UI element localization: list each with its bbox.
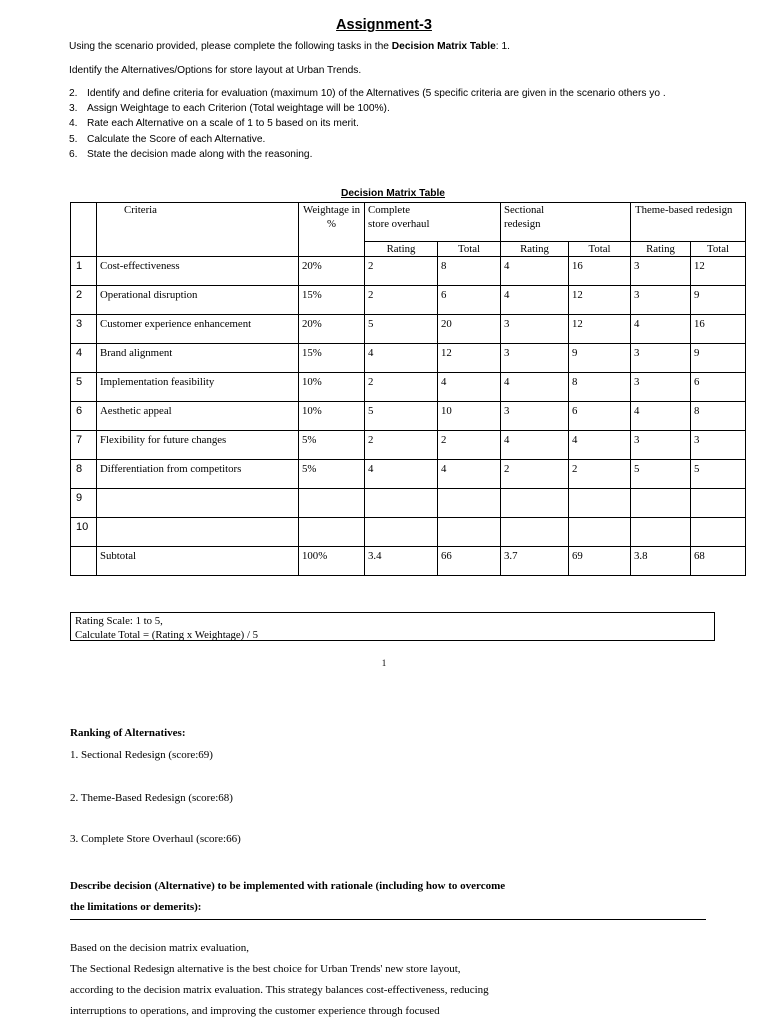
task-item	[69, 101, 666, 116]
row-index: 3	[71, 315, 97, 344]
task-item	[69, 86, 666, 101]
row-index: 10	[71, 518, 97, 547]
alt3-total-header: Total	[691, 242, 746, 257]
row-index: 6	[71, 402, 97, 431]
criteria-cell: Operational disruption	[97, 286, 299, 315]
row-index: 7	[71, 431, 97, 460]
intro-suffix: : 1.	[495, 41, 510, 52]
alt3-rating-cell: 3	[631, 431, 691, 460]
table-row	[71, 315, 746, 344]
rating-scale-box	[70, 612, 715, 641]
rating-scale-line: Rating Scale: 1 to 5,	[75, 615, 163, 627]
task-text: Assign Weightage to each Criterion (Total weightage will be 100%).	[87, 103, 390, 115]
alt2-rating-cell	[501, 489, 569, 518]
rationale-line: according to the decision matrix evaluation. This strategy balances cost-effectiveness, reducing	[70, 984, 489, 996]
weightage-header-line1: Weightage in	[303, 204, 360, 216]
alt3-total-cell: 16	[691, 315, 746, 344]
subtotal-alt1-rating: 3.4	[365, 547, 438, 576]
weight-cell: 15%	[299, 286, 365, 315]
alt2-rating-header: Rating	[501, 242, 569, 257]
alt2-header-line2: redesign	[504, 218, 541, 230]
alt2-total-cell	[569, 489, 631, 518]
alt2-rating-cell: 3	[501, 344, 569, 373]
alt2-rating-cell: 3	[501, 315, 569, 344]
alt2-total-cell: 16	[569, 257, 631, 286]
subtotal-alt2-total: 69	[569, 547, 631, 576]
ranking-title: Ranking of Alternatives:	[70, 727, 186, 739]
subtotal-alt3-total: 68	[691, 547, 746, 576]
alt1-total-cell	[438, 489, 501, 518]
rationale-line: The Sectional Redesign alternative is the best choice for Urban Trends' new store layout,	[70, 963, 461, 975]
row-index: 5	[71, 373, 97, 402]
subtotal-alt2-rating: 3.7	[501, 547, 569, 576]
ranking-item: 3. Complete Store Overhaul (score:66)	[70, 833, 241, 845]
table-row	[71, 257, 746, 286]
criteria-cell	[97, 489, 299, 518]
alt3-rating-cell	[631, 489, 691, 518]
alt1-rating-header: Rating	[365, 242, 438, 257]
alt2-rating-cell: 4	[501, 257, 569, 286]
alt1-total-cell: 10	[438, 402, 501, 431]
alt2-total-cell: 2	[569, 460, 631, 489]
alt3-total-cell: 3	[691, 431, 746, 460]
weight-cell: 5%	[299, 431, 365, 460]
alt2-total-cell: 6	[569, 402, 631, 431]
alt1-rating-cell: 4	[365, 344, 438, 373]
weight-cell: 10%	[299, 402, 365, 431]
alt3-total-cell	[691, 518, 746, 547]
criteria-cell: Cost-effectiveness	[97, 257, 299, 286]
alt3-header: Theme-based redesign	[631, 203, 746, 242]
alt2-header-line1: Sectional	[504, 204, 545, 216]
task-text: Calculate the Score of each Alternative.	[87, 133, 266, 145]
alt2-rating-cell: 4	[501, 431, 569, 460]
alt2-rating-cell: 4	[501, 286, 569, 315]
weightage-header-line2: %	[327, 218, 336, 230]
weight-cell: 20%	[299, 257, 365, 286]
table-row	[71, 431, 746, 460]
alt3-total-cell: 9	[691, 286, 746, 315]
alt2-rating-cell	[501, 518, 569, 547]
rationale-text	[70, 938, 489, 1022]
alt3-rating-cell	[631, 518, 691, 547]
task-item	[69, 116, 666, 131]
decision-prompt	[70, 876, 505, 918]
task-item	[69, 132, 666, 147]
intro-text	[69, 41, 510, 52]
alt3-rating-cell: 3	[631, 373, 691, 402]
task-number: 4.	[69, 118, 78, 130]
alt1-header	[365, 203, 501, 242]
row-index: 4	[71, 344, 97, 373]
alt2-total-cell: 9	[569, 344, 631, 373]
alt1-total-cell	[438, 518, 501, 547]
alt2-total-cell	[569, 518, 631, 547]
weight-cell	[299, 518, 365, 547]
alt1-total-header: Total	[438, 242, 501, 257]
row-index: 2	[71, 286, 97, 315]
alt3-rating-cell: 4	[631, 315, 691, 344]
alt1-total-cell: 12	[438, 344, 501, 373]
weightage-header	[299, 203, 365, 257]
alt2-rating-cell: 3	[501, 402, 569, 431]
alt1-rating-cell: 2	[365, 286, 438, 315]
intro-text-2: Identify the Alternatives/Options for store layout at Urban Trends.	[69, 65, 362, 76]
decision-prompt-line2: the limitations or demerits):	[70, 901, 202, 913]
alt3-total-cell: 8	[691, 402, 746, 431]
alt1-total-cell: 2	[438, 431, 501, 460]
alt2-total-cell: 12	[569, 286, 631, 315]
alt3-rating-header: Rating	[631, 242, 691, 257]
ranking-item: 2. Theme-Based Redesign (score:68)	[70, 792, 233, 804]
subtotal-alt3-rating: 3.8	[631, 547, 691, 576]
alt1-header-line1: Complete	[368, 204, 410, 216]
task-item	[69, 147, 666, 162]
alt1-rating-cell	[365, 489, 438, 518]
table-row	[71, 373, 746, 402]
table-row	[71, 460, 746, 489]
criteria-cell: Flexibility for future changes	[97, 431, 299, 460]
subtotal-index-cell	[71, 547, 97, 576]
rationale-line: Based on the decision matrix evaluation,	[70, 942, 250, 954]
table-row	[71, 489, 746, 518]
task-number: 3.	[69, 103, 78, 115]
alt2-rating-cell: 2	[501, 460, 569, 489]
task-text: State the decision made along with the reasoning.	[87, 148, 313, 160]
weight-cell: 15%	[299, 344, 365, 373]
total-formula-line: Calculate Total = (Rating x Weightage) / 5	[75, 629, 259, 641]
subtotal-row	[71, 547, 746, 576]
alt1-rating-cell: 4	[365, 460, 438, 489]
weight-cell: 5%	[299, 460, 365, 489]
alt1-total-cell: 8	[438, 257, 501, 286]
intro-prefix: Using the scenario provided, please complete the following tasks in the	[69, 41, 392, 52]
alt3-total-cell	[691, 489, 746, 518]
alt3-total-cell: 5	[691, 460, 746, 489]
alt1-total-cell: 4	[438, 373, 501, 402]
alt3-rating-cell: 5	[631, 460, 691, 489]
row-index: 1	[71, 257, 97, 286]
task-number: 2.	[69, 88, 78, 99]
alt2-total-cell: 12	[569, 315, 631, 344]
alt2-total-cell: 4	[569, 431, 631, 460]
alt2-total-cell: 8	[569, 373, 631, 402]
ranking-item: 1. Sectional Redesign (score:69)	[70, 749, 213, 761]
alt3-total-cell: 9	[691, 344, 746, 373]
alt1-total-cell: 4	[438, 460, 501, 489]
row-index: 8	[71, 460, 97, 489]
criteria-cell: Differentiation from competitors	[97, 460, 299, 489]
table-caption: Decision Matrix Table	[341, 188, 445, 199]
index-header-cell	[71, 203, 97, 257]
alt1-rating-cell: 2	[365, 257, 438, 286]
alt1-total-cell: 20	[438, 315, 501, 344]
task-number: 5.	[69, 133, 78, 145]
subtotal-label: Subtotal	[97, 547, 299, 576]
task-text: Rate each Alternative on a scale of 1 to 5 based on its merit.	[87, 118, 359, 130]
subtotal-weight: 100%	[299, 547, 365, 576]
assignment-title: Assignment-3	[336, 17, 432, 33]
alt3-total-cell: 6	[691, 373, 746, 402]
criteria-header: Criteria	[97, 203, 299, 257]
alt1-total-cell: 6	[438, 286, 501, 315]
alt1-rating-cell: 5	[365, 315, 438, 344]
alt2-total-header: Total	[569, 242, 631, 257]
task-text: Identify and define criteria for evaluation (maximum 10) of the Alternatives (5 specific criteria are given in the scenario others yo .	[87, 88, 666, 99]
task-number: 6.	[69, 148, 78, 160]
alt3-total-cell: 12	[691, 257, 746, 286]
alt3-rating-cell: 4	[631, 402, 691, 431]
weight-cell: 10%	[299, 373, 365, 402]
task-list	[69, 86, 666, 162]
alt1-rating-cell: 2	[365, 373, 438, 402]
criteria-cell: Aesthetic appeal	[97, 402, 299, 431]
decision-prompt-line1: Describe decision (Alternative) to be implemented with rationale (including how to overcome	[70, 880, 506, 892]
subtotal-alt1-total: 66	[438, 547, 501, 576]
alt1-rating-cell	[365, 518, 438, 547]
table-row	[71, 344, 746, 373]
alt2-header	[501, 203, 631, 242]
table-row	[71, 518, 746, 547]
alt2-rating-cell: 4	[501, 373, 569, 402]
weight-cell: 20%	[299, 315, 365, 344]
alt3-rating-cell: 3	[631, 286, 691, 315]
page-number: 1	[381, 658, 387, 668]
rationale-line: interruptions to operations, and improving the customer experience through focused	[70, 1005, 440, 1017]
criteria-cell: Implementation feasibility	[97, 373, 299, 402]
alt3-rating-cell: 3	[631, 257, 691, 286]
answer-divider	[70, 919, 706, 920]
criteria-cell: Brand alignment	[97, 344, 299, 373]
criteria-cell	[97, 518, 299, 547]
alt1-rating-cell: 2	[365, 431, 438, 460]
header-row	[71, 203, 746, 242]
row-index: 9	[71, 489, 97, 518]
alt1-header-line2: store overhaul	[368, 218, 430, 230]
table-row	[71, 402, 746, 431]
alt3-rating-cell: 3	[631, 344, 691, 373]
weight-cell	[299, 489, 365, 518]
criteria-cell: Customer experience enhancement	[97, 315, 299, 344]
intro-bold: Decision Matrix Table	[391, 41, 496, 52]
decision-matrix-table	[70, 202, 746, 576]
table-row	[71, 286, 746, 315]
alt1-rating-cell: 5	[365, 402, 438, 431]
